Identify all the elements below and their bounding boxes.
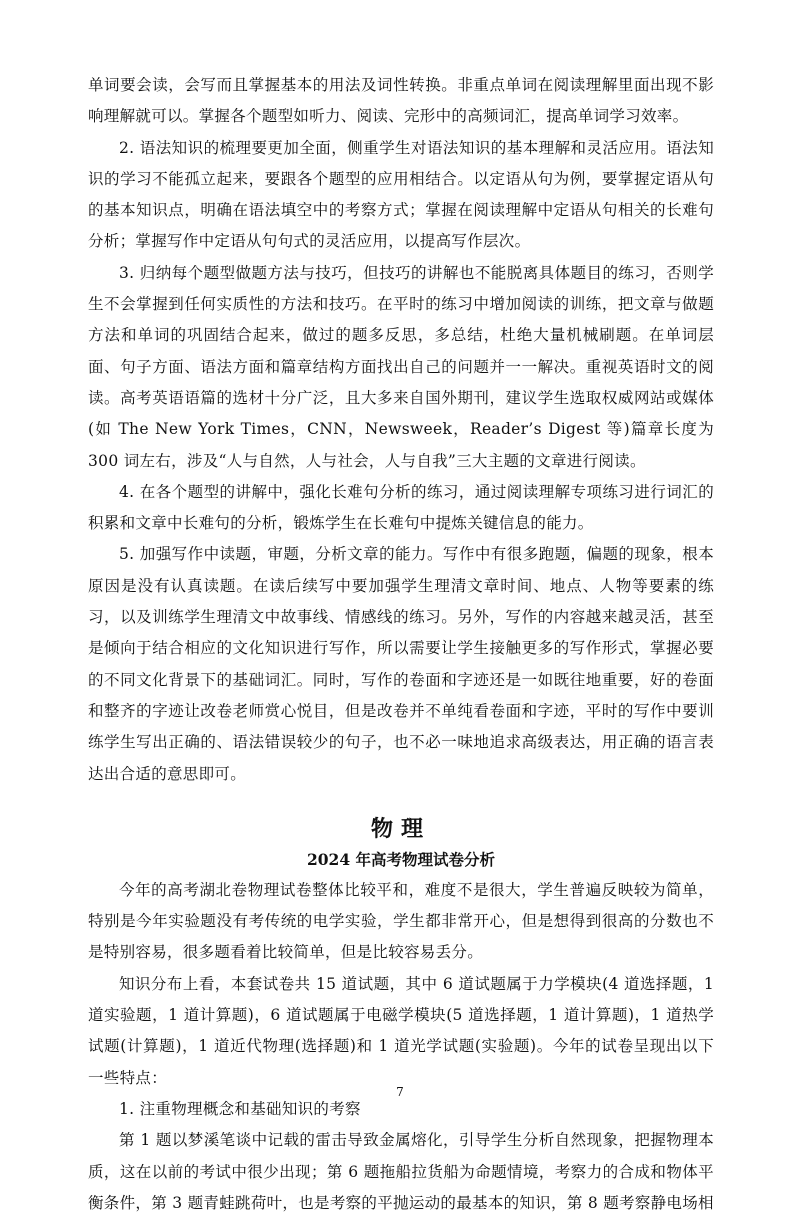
page-number: 7 — [396, 1085, 404, 1099]
physics-analysis-subtitle: 2024 年高考物理试卷分析 — [306, 849, 496, 869]
physics-paragraph-overview: 今年的高考湖北卷物理试卷整体比较平和，难度不是很大，学生普遍反映较为简单，特别是今年实验题没有考传统的电学实验，学生都非常开心，但是想得到很高的分数也不是特别容易，很多题看着比较简单，但是比较容易丢分。 — [88, 880, 714, 962]
physics-feature-heading: 1. 注重物理概念和基础知识的考察 — [119, 1099, 361, 1118]
english-paragraph-techniques: 3. 归纳每个题型做题方法与技巧，但技巧的讲解也不能脱离具体题目的练习，否则学生不会掌握到任何实质性的方法和技巧。在平时的练习中增加阅读的训练，把文章与做题方法和单词的巩固结合起来，做过的题多反思，多总结，杜绝大量机械刷题。在单词层面、句子方面、语法方面和篇章结构方面找出自己的问题并一一解决。重视英语时文的阅读。高考英语语篇的选材十分广泛，且大多来自国外期刊，建议学生选取权威网站或媒体(如 The New York Times，CNN，Newsweek，Reader’s Digest 等)篇章长度为 300 词左右，涉及“人与自然，人与社会，人与自我”三大主题的文章进行阅读。 — [88, 263, 714, 470]
english-paragraph-vocabulary: 单词要会读，会写而且掌握基本的用法及词性转换。非重点单词在阅读理解里面出现不影响理解就可以。掌握各个题型如听力、阅读、完形中的高频词汇，提高单词学习效率。 — [88, 76, 714, 126]
english-paragraph-writing: 5. 加强写作中读题，审题，分析文章的能力。写作中有很多跑题，偏题的现象，根本原因是没有认真读题。在读后续写中要加强学生理清文章时间、地点、人物等要素的练习，以及训练学生理清文中故事线、情感线的练习。另外，写作的内容越来越灵活，甚至是倾向于结合相应的文化知识进行写作，所以需要让学生接触更多的写作形式，掌握必要的不同文化背景下的基础词汇。同时，写作的卷面和字迹还是一如既往地重要，好的卷面和整齐的字迹让改卷老师赏心悦目，但是改卷并不单纯看卷面和字迹，平时的写作中要训练学生写出正确的、语法错误较少的句子，也不必一味地追求高级表达，用正确的语言表达出合适的意思即可。 — [88, 545, 714, 783]
physics-paragraph-examples: 第 1 题以梦溪笔谈中记载的雷击导致金属熔化，引导学生分析自然现象，把握物理本质，这在以前的考试中很少出现；第 6 题拖船拉货船为命题情境，考察力的合成和物体平衡条件，第 3 题青蛙跳荷叶，也是考察的平抛运动的最基本的知识，第 8 题考察静电场相 — [88, 1131, 714, 1212]
physics-paragraph-distribution: 知识分布上看，本套试卷共 15 道试题，其中 6 道试题属于力学模块(4 道选择题，1 道实验题，1 道计算题)，6 道试题属于电磁学模块(5 道选择题，1 道计算题)，1 道热学试题(计算题)，1 道近代物理(选择题)和 1 道光学试题(实验题)。今年的试卷呈现出以下一些特点： — [88, 974, 714, 1087]
physics-section-title: 物理 — [370, 816, 431, 842]
english-paragraph-grammar: 2. 语法知识的梳理要更加全面，侧重学生对语法知识的基本理解和灵活应用。语法知识的学习不能孤立起来，要跟各个题型的应用相结合。以定语从句为例，要掌握定语从句的基本知识点，明确在语法填空中的考察方式；掌握在阅读理解中定语从句相关的长难句分析；掌握写作中定语从句句式的灵活应用，以提高写作层次。 — [88, 138, 714, 251]
document-page — [88, 70, 714, 1219]
english-paragraph-long-sentences: 4. 在各个题型的讲解中，强化长难句分析的练习，通过阅读理解专项练习进行词汇的积累和文章中长难句的分析，锻炼学生在长难句中提炼关键信息的能力。 — [88, 482, 714, 533]
